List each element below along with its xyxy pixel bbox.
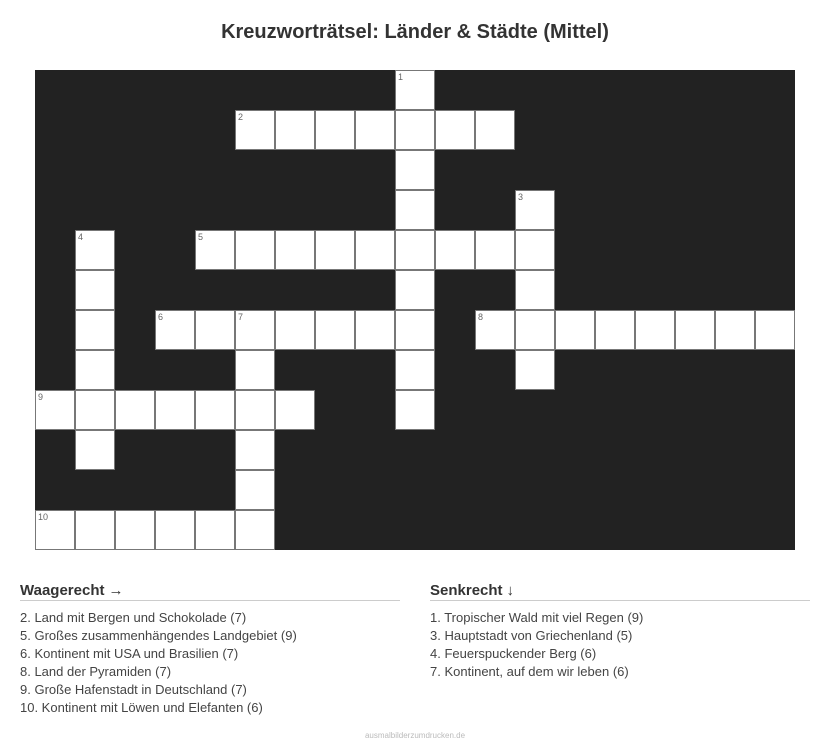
crossword-cell[interactable] — [275, 390, 315, 430]
across-clue: 2. Land mit Bergen und Schokolade (7) — [20, 610, 247, 625]
down-clue: 3. Hauptstadt von Griechenland (5) — [430, 628, 633, 643]
down-clue: 1. Tropischer Wald mit viel Regen (9) — [430, 610, 644, 625]
crossword-cell[interactable] — [75, 230, 115, 270]
across-clue: 6. Kontinent mit USA und Brasilien (7) — [20, 646, 239, 661]
crossword-cell[interactable] — [75, 270, 115, 310]
crossword-cell[interactable] — [475, 110, 515, 150]
crossword-cell[interactable] — [395, 350, 435, 390]
crossword-cell[interactable] — [155, 310, 195, 350]
crossword-cell[interactable] — [515, 310, 555, 350]
crossword-cell[interactable] — [395, 390, 435, 430]
clue-number: 4 — [78, 232, 84, 242]
crossword-cell[interactable] — [435, 110, 475, 150]
crossword-cell[interactable] — [115, 510, 155, 550]
crossword-cell[interactable] — [75, 350, 115, 390]
clue-number: 7 — [238, 312, 244, 322]
across-heading-label: Waagerecht — [20, 582, 105, 599]
crossword-cell[interactable] — [75, 510, 115, 550]
crossword-cell[interactable] — [235, 470, 275, 510]
down-clue: 7. Kontinent, auf dem wir leben (6) — [430, 664, 629, 679]
crossword-cell[interactable] — [635, 310, 675, 350]
crossword-cell[interactable] — [675, 310, 715, 350]
crossword-cell[interactable] — [755, 310, 795, 350]
across-clues-panel — [20, 582, 400, 717]
across-clue: 10. Kontinent mit Löwen und Elefanten (6) — [20, 700, 263, 715]
crossword-cell[interactable] — [275, 310, 315, 350]
clue-number: 1 — [398, 72, 404, 82]
crossword-cell[interactable] — [595, 310, 635, 350]
crossword-cell[interactable] — [235, 510, 275, 550]
crossword-cell[interactable] — [395, 230, 435, 270]
crossword-cell[interactable] — [275, 110, 315, 150]
crossword-cell[interactable] — [235, 430, 275, 470]
crossword-cell[interactable] — [75, 390, 115, 430]
crossword-cell[interactable] — [355, 110, 395, 150]
crossword-cell[interactable] — [155, 390, 195, 430]
down-heading-label: Senkrecht — [430, 582, 503, 599]
clue-number: 10 — [38, 512, 49, 522]
clue-number: 9 — [38, 392, 44, 402]
crossword-cell[interactable] — [195, 510, 235, 550]
clue-number: 6 — [158, 312, 164, 322]
clue-number: 5 — [198, 232, 204, 242]
arrow-right-icon: → — [108, 582, 124, 599]
across-heading — [20, 582, 400, 601]
crossword-cell[interactable] — [235, 110, 275, 150]
crossword-cell[interactable] — [235, 310, 275, 350]
crossword-cell[interactable] — [715, 310, 755, 350]
puzzle-title: Kreuzworträtsel: Länder & Städte (Mittel) — [221, 21, 609, 43]
crossword-cell[interactable] — [315, 230, 355, 270]
crossword-cell[interactable] — [75, 430, 115, 470]
crossword-cell[interactable] — [515, 190, 555, 230]
down-clue: 4. Feuerspuckender Berg (6) — [430, 646, 597, 661]
crossword-cell[interactable] — [195, 310, 235, 350]
crossword-grid — [35, 70, 795, 550]
crossword-cell[interactable] — [155, 510, 195, 550]
clue-number: 2 — [238, 112, 244, 122]
crossword-cell[interactable] — [395, 190, 435, 230]
crossword-cell[interactable] — [395, 270, 435, 310]
crossword-cell[interactable] — [355, 230, 395, 270]
arrow-down-icon: ↓ — [506, 582, 515, 599]
crossword-cell[interactable] — [515, 350, 555, 390]
crossword-cell[interactable] — [515, 230, 555, 270]
crossword-cell[interactable] — [395, 310, 435, 350]
crossword-cell[interactable] — [555, 310, 595, 350]
crossword-cell[interactable] — [475, 310, 515, 350]
crossword-cell[interactable] — [195, 230, 235, 270]
crossword-cell[interactable] — [75, 310, 115, 350]
down-heading — [430, 582, 810, 601]
crossword-cell[interactable] — [35, 390, 75, 430]
crossword-cell[interactable] — [115, 390, 155, 430]
clue-number: 8 — [478, 312, 484, 322]
down-clues-panel — [430, 582, 810, 681]
crossword-cell[interactable] — [315, 310, 355, 350]
crossword-cell[interactable] — [35, 510, 75, 550]
crossword-cell[interactable] — [275, 230, 315, 270]
crossword-cell[interactable] — [475, 230, 515, 270]
crossword-cell[interactable] — [235, 230, 275, 270]
across-clue: 8. Land der Pyramiden (7) — [20, 664, 172, 679]
crossword-cell[interactable] — [355, 310, 395, 350]
crossword-cell[interactable] — [195, 390, 235, 430]
footer-credit: ausmalbilderzumdrucken.de — [364, 731, 466, 740]
crossword-cell[interactable] — [235, 390, 275, 430]
crossword-cell[interactable] — [315, 110, 355, 150]
crossword-cell[interactable] — [395, 150, 435, 190]
across-clue: 9. Große Hafenstadt in Deutschland (7) — [20, 682, 247, 697]
crossword-cell[interactable] — [395, 110, 435, 150]
clue-number: 3 — [518, 192, 524, 202]
across-clue-list — [20, 609, 400, 717]
crossword-cell[interactable] — [435, 230, 475, 270]
crossword-cell[interactable] — [235, 350, 275, 390]
across-clue: 5. Großes zusammenhängendes Landgebiet (9) — [20, 628, 297, 643]
crossword-cell[interactable] — [395, 70, 435, 110]
crossword-cell[interactable] — [515, 270, 555, 310]
down-clue-list — [430, 609, 810, 681]
